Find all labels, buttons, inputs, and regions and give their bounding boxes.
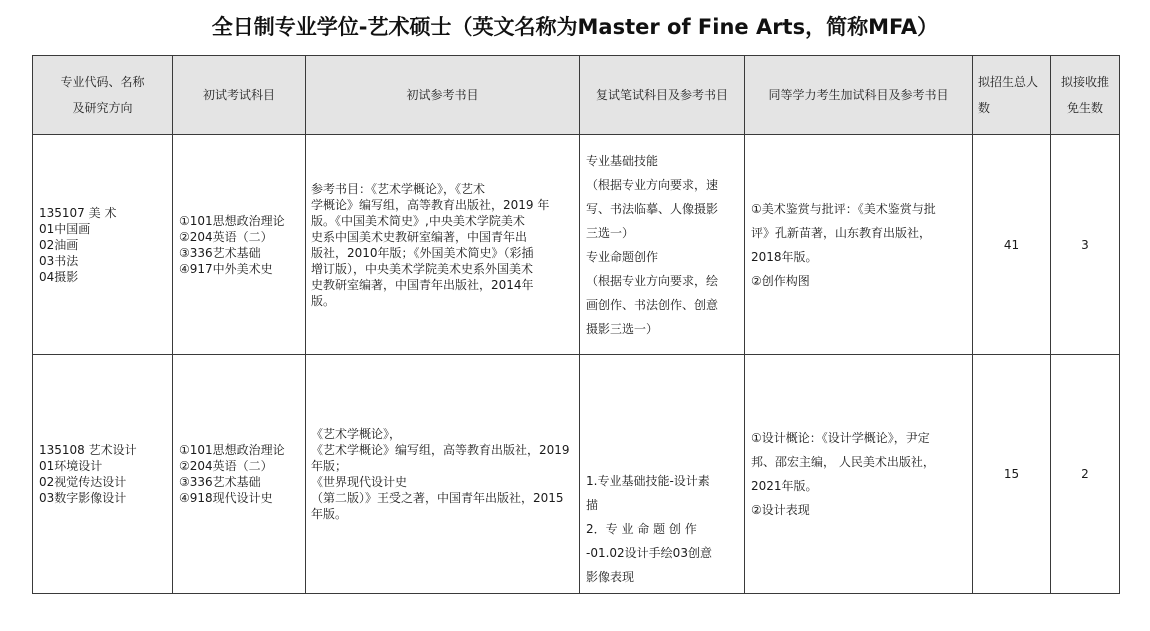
header-enrollment-line-1: 拟招生总人 [978,75,1039,89]
reference-line: 学概论》编写组，高等教育出版社，2019 年 [311,197,550,212]
subject-item: ③336艺术基础 [179,475,261,489]
retest-line: 摄影三选一） [586,321,659,336]
retest-line: 专业基础技能 [586,153,659,168]
major-direction: 03书法 [39,253,79,268]
reference-line: 史教研室编著，中国青年出版社，2014年 [311,277,534,292]
header-exempt [1051,56,1120,135]
retest-line: 影像表现 [586,570,635,584]
retest-line: 写、书法临摹、人像摄影 [586,201,719,216]
exempt-count: 2 [1051,355,1120,594]
equivalent-line: 2021年版。 [751,479,818,493]
subjects-cell [173,135,306,355]
header-enrollment-line-2: 数 [978,101,991,115]
reference-line: 版。 [311,293,336,308]
retest-line: （根据专业方向要求，绘 [586,273,719,288]
retest-line: 2．专 业 命 题 创 作 [586,522,697,536]
references-cell [306,355,580,594]
header-major-line-1: 专业代码、名称 [60,75,145,89]
major-direction: 01环境设计 [39,459,103,473]
equivalent-line: 评》孔新苗著，山东教育出版社， [751,225,932,240]
reference-line: 增订版），中央美术学院美术史系外国美术 [311,261,534,276]
table-header-row [33,56,1120,135]
header-exempt-line-2: 免生数 [1066,101,1103,115]
subject-item: ①101思想政治理论 [179,213,285,228]
major-direction: 01中国画 [39,221,91,236]
retest-line: 专业命题创作 [586,249,659,264]
reference-line: 《艺术学概论》编写组，高等教育出版社，2019 [311,443,570,457]
reference-line: 年版； [311,459,348,473]
major-direction: 02视觉传达设计 [39,475,127,489]
page-title: 全日制专业学位-艺术硕士（英文名称为Master of Fine Arts，简称MFA） [211,15,939,39]
equivalent-cell [745,355,973,594]
retest-line: -01.02设计手绘03创意 [586,546,712,560]
retest-line: 画创作、书法创作、创意 [586,297,719,312]
equivalent-line: 邦、邵宏主编， 人民美术出版社， [751,455,935,469]
equivalent-line: ①美术鉴赏与批评：《美术鉴赏与批 [751,201,936,216]
header-exempt-line-1: 拟接收推 [1060,75,1109,89]
major-name: 135107 美 术 [39,205,117,220]
subject-item: ③336艺术基础 [179,245,261,260]
subject-item: ①101思想政治理论 [179,443,285,457]
retest-line: 三选一） [586,225,635,240]
equivalent-line: ②创作构图 [751,273,810,288]
subject-item: ④918现代设计史 [179,491,273,505]
exempt-count: 3 [1051,135,1120,355]
subject-item: ②204英语（二） [179,459,273,473]
subject-item: ④917中外美术史 [179,261,273,276]
retest-cell [580,355,745,594]
retest-line: 1.专业基础技能-设计素 [586,474,710,488]
header-retest: 复试笔试科目及参考书目 [580,56,745,135]
subjects-cell [173,355,306,594]
header-major-line-2: 及研究方向 [72,101,133,115]
equivalent-line: 2018年版。 [751,249,818,264]
reference-line: 《世界现代设计史 [311,475,408,489]
table-row [33,135,1120,355]
major-name: 135108 艺术设计 [39,443,137,457]
header-references: 初试参考书目 [306,56,580,135]
equivalent-line: ①设计概论：《设计学概论》，尹定 [751,431,930,445]
admissions-table [32,55,1120,594]
reference-line: 版。《中国美术简史》,中央美术学院美术 [311,213,525,228]
enrollment-count: 41 [973,135,1051,355]
table-row [33,355,1120,594]
major-direction: 02油画 [39,237,79,252]
reference-line: 史系中国美术史教研室编著，中国青年出 [311,229,528,244]
reference-line: 版社，2010年版；《外国美术简史》（彩插 [311,245,534,260]
header-exam-subjects: 初试考试科目 [173,56,306,135]
subject-item: ②204英语（二） [179,229,273,244]
equivalent-line: ②设计表现 [751,503,810,517]
reference-line: 参考书目：《艺术学概论》，《艺术 [311,181,486,196]
equivalent-cell [745,135,973,355]
major-cell [33,355,173,594]
header-equivalent: 同等学力考生加试科目及参考书目 [745,56,973,135]
references-cell [306,135,580,355]
reference-line: （第二版）》王受之著，中国青年出版社，2015 [311,491,564,505]
major-direction: 03数字影像设计 [39,491,127,505]
major-cell [33,135,173,355]
header-enrollment [973,56,1051,135]
enrollment-count: 15 [973,355,1051,594]
retest-cell [580,135,745,355]
reference-line: 年版。 [311,507,348,521]
retest-line: 描 [586,498,599,512]
retest-line: （根据专业方向要求，速 [586,177,719,192]
reference-line: 《艺术学概论》， [311,427,402,441]
header-major [33,56,173,135]
major-direction: 04摄影 [39,269,79,284]
